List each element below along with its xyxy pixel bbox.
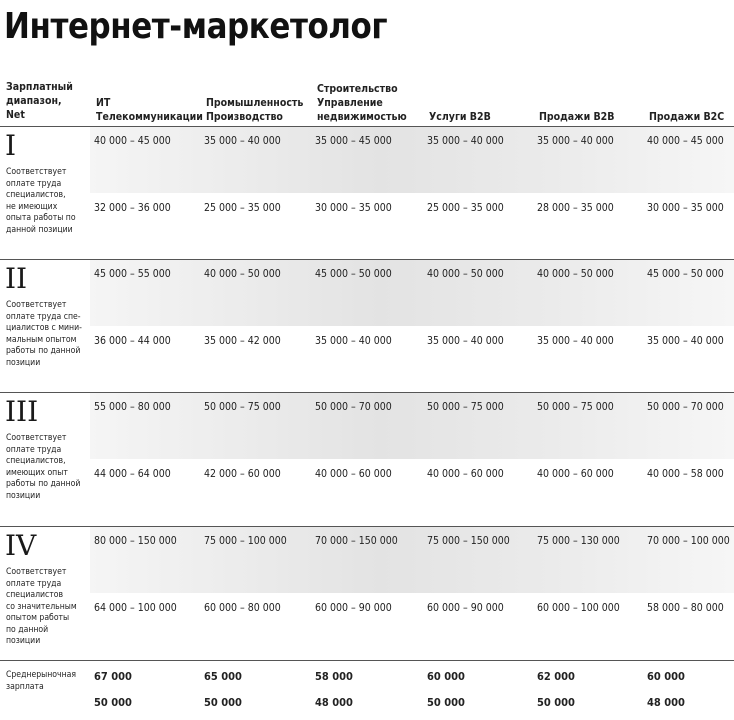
- salary-cell: 40 000 – 50 000: [537, 268, 614, 280]
- average-salary-label: Среднерыночная зарплата: [6, 670, 77, 692]
- salary-cell: 60 000 – 100 000: [537, 602, 620, 614]
- salary-cell: 55 000 – 80 000: [94, 401, 171, 413]
- salary-cell: 40 000 – 50 000: [427, 268, 504, 280]
- salary-cell: 60 000 – 90 000: [427, 602, 504, 614]
- level-numeral: I: [5, 129, 17, 162]
- salary-cell: 50 000 – 70 000: [315, 401, 392, 413]
- salary-cell: 40 000 – 50 000: [204, 268, 281, 280]
- average-salary-cell: 60 000: [427, 670, 465, 683]
- level-numeral: III: [5, 395, 39, 428]
- row-band: [90, 393, 734, 459]
- average-salary-cell: 50 000: [427, 696, 465, 709]
- column-header: ИТ Телекоммуникации: [96, 97, 203, 123]
- average-salary-cell: 50 000: [537, 696, 575, 709]
- salary-cell: 32 000 – 36 000: [94, 202, 171, 214]
- salary-cell: 40 000 – 58 000: [647, 468, 724, 480]
- column-header: Продажи B2B: [539, 111, 615, 123]
- average-divider: [0, 660, 734, 661]
- column-header: Строительство Управление недвижимостью: [317, 83, 407, 123]
- column-header: Продажи B2C: [649, 111, 725, 123]
- salary-cell: 70 000 – 150 000: [315, 535, 398, 547]
- level-numeral: II: [5, 262, 28, 295]
- salary-cell: 35 000 – 40 000: [204, 135, 281, 147]
- salary-cell: 45 000 – 50 000: [647, 268, 724, 280]
- row-band: [90, 127, 734, 193]
- salary-cell: 28 000 – 35 000: [537, 202, 614, 214]
- salary-cell: 35 000 – 40 000: [427, 135, 504, 147]
- average-salary-cell: 60 000: [647, 670, 685, 683]
- salary-cell: 44 000 – 64 000: [94, 468, 171, 480]
- level-description: Соответствует оплате труда специалистов со значительным опытом работы по данной позиции: [6, 567, 77, 646]
- average-salary-cell: 65 000: [204, 670, 242, 683]
- salary-cell: 75 000 – 130 000: [537, 535, 620, 547]
- salary-cell: 40 000 – 60 000: [315, 468, 392, 480]
- salary-cell: 30 000 – 35 000: [315, 202, 392, 214]
- level-numeral: IV: [5, 529, 37, 562]
- salary-cell: 35 000 – 40 000: [537, 335, 614, 347]
- salary-cell: 35 000 – 40 000: [647, 335, 724, 347]
- salary-cell: 35 000 – 40 000: [315, 335, 392, 347]
- column-header: Услуги B2B: [429, 111, 491, 123]
- row-band: [90, 260, 734, 326]
- salary-cell: 60 000 – 80 000: [204, 602, 281, 614]
- average-salary-cell: 67 000: [94, 670, 132, 683]
- salary-cell: 40 000 – 60 000: [427, 468, 504, 480]
- salary-cell: 50 000 – 75 000: [204, 401, 281, 413]
- average-salary-cell: 48 000: [647, 696, 685, 709]
- salary-cell: 60 000 – 90 000: [315, 602, 392, 614]
- row-band: [90, 527, 734, 593]
- average-salary-cell: 58 000: [315, 670, 353, 683]
- level-description: Соответствует оплате труда специалистов, не имеющих опыта работы по данной позиции: [6, 167, 76, 235]
- average-salary-cell: 48 000: [315, 696, 353, 709]
- average-salary-cell: 50 000: [204, 696, 242, 709]
- salary-cell: 30 000 – 35 000: [647, 202, 724, 214]
- salary-cell: 40 000 – 45 000: [647, 135, 724, 147]
- range-column-header: Зарплатный диапазон, Net: [6, 81, 73, 121]
- salary-cell: 45 000 – 50 000: [315, 268, 392, 280]
- column-header: Промышленность Производство: [206, 97, 304, 123]
- salary-cell: 58 000 – 80 000: [647, 602, 724, 614]
- salary-cell: 35 000 – 40 000: [537, 135, 614, 147]
- level-description: Соответствует оплате труда специалистов, имеющих опыт работы по данной позиции: [6, 433, 81, 501]
- salary-cell: 35 000 – 45 000: [315, 135, 392, 147]
- salary-cell: 36 000 – 44 000: [94, 335, 171, 347]
- salary-cell: 40 000 – 60 000: [537, 468, 614, 480]
- level-description: Соответствует оплате труда спе- циалистов с мини- мальным опытом работы по данной позиции: [6, 300, 82, 368]
- salary-cell: 25 000 – 35 000: [204, 202, 281, 214]
- salary-cell: 42 000 – 60 000: [204, 468, 281, 480]
- salary-cell: 25 000 – 35 000: [427, 202, 504, 214]
- salary-cell: 75 000 – 100 000: [204, 535, 287, 547]
- average-salary-cell: 50 000: [94, 696, 132, 709]
- salary-cell: 35 000 – 40 000: [427, 335, 504, 347]
- salary-cell: 80 000 – 150 000: [94, 535, 177, 547]
- average-salary-cell: 62 000: [537, 670, 575, 683]
- salary-cell: 35 000 – 42 000: [204, 335, 281, 347]
- salary-cell: 50 000 – 70 000: [647, 401, 724, 413]
- salary-cell: 45 000 – 55 000: [94, 268, 171, 280]
- salary-cell: 50 000 – 75 000: [427, 401, 504, 413]
- salary-cell: 64 000 – 100 000: [94, 602, 177, 614]
- salary-cell: 75 000 – 150 000: [427, 535, 510, 547]
- salary-cell: 70 000 – 100 000: [647, 535, 730, 547]
- salary-cell: 50 000 – 75 000: [537, 401, 614, 413]
- page-title: Интернет-маркетолог: [4, 6, 388, 47]
- salary-cell: 40 000 – 45 000: [94, 135, 171, 147]
